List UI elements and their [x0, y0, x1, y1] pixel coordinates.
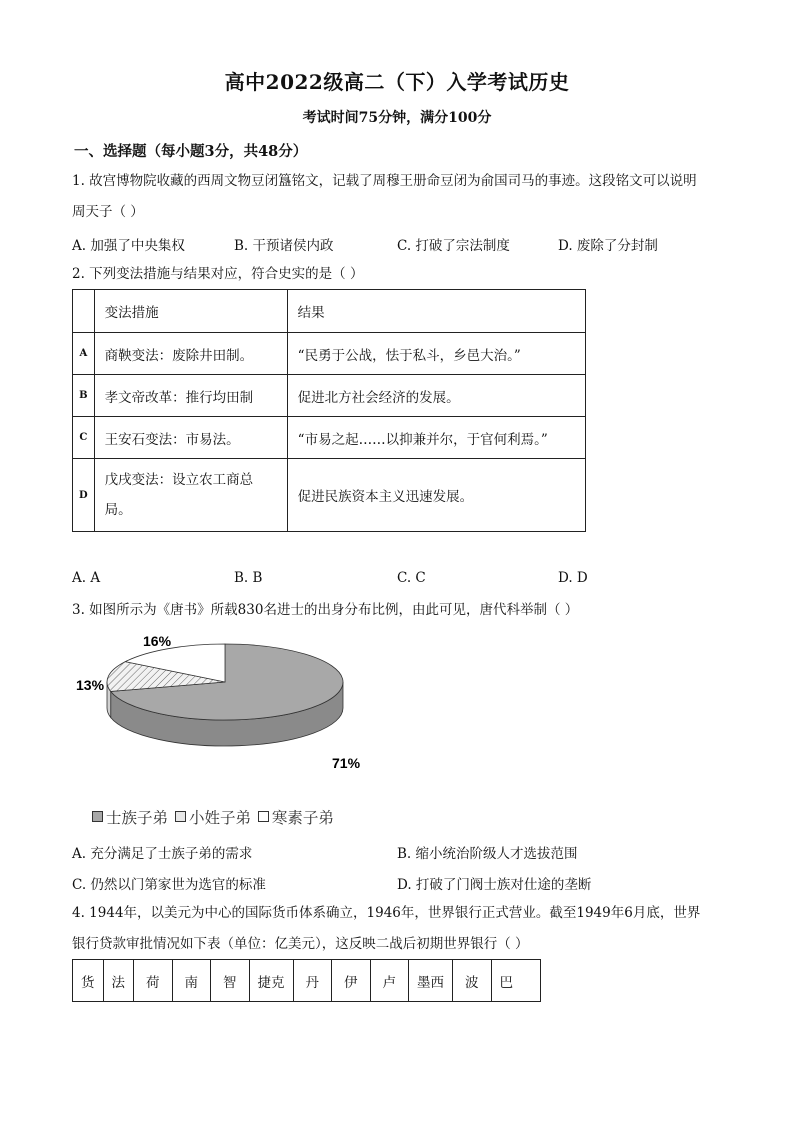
- table-row: [73, 417, 586, 459]
- q3-stem: 3. 如图所示为《唐书》所载830名进士的出身分布比例，由此可见，唐代科举制（ ）: [72, 602, 579, 618]
- table-cell: 捷克: [249, 960, 293, 1002]
- legend-label-hansu: 寒素子弟: [271, 809, 334, 827]
- pie-label-xiaoxing: 13%: [76, 677, 105, 693]
- q4-stem-line2: 银行贷款审批情况如下表（单位：亿美元），这反映二战后初期世界银行（ ）: [72, 936, 529, 952]
- legend-swatch-hansu: [258, 811, 269, 822]
- q2-option-c: C. C: [397, 570, 426, 586]
- paper-subtitle: 考试时间75分钟，满分100分: [302, 110, 492, 126]
- legend-swatch-xiaoxing: [175, 811, 186, 822]
- row-measure-line2: 局。: [104, 502, 132, 518]
- row-measure: [94, 459, 287, 532]
- row-measure-line1: 戊戌变法：设立农工商总: [104, 472, 254, 488]
- table-cell: 伊: [332, 960, 371, 1002]
- row-key: B: [73, 375, 95, 417]
- table-cell: 卢: [370, 960, 409, 1002]
- row-key: A: [73, 333, 95, 375]
- table-cell: 波: [453, 960, 492, 1002]
- legend-label-xiaoxing: 小姓子弟: [188, 809, 251, 827]
- table-cell: 墨西: [409, 960, 453, 1002]
- q3-option-c: C. 仍然以门第家世为选官的标准: [72, 877, 266, 893]
- q1-option-b: B. 干预诸侯内政: [234, 238, 334, 254]
- table-row: [73, 960, 541, 1002]
- pie-label-shizu: 71%: [332, 755, 361, 771]
- table-cell: 巴: [491, 960, 540, 1002]
- row-measure: 王安石变法：市易法。: [94, 417, 287, 459]
- table-cell: 荷: [134, 960, 173, 1002]
- row-result: “民勇于公战，怯于私斗，乡邑大治。”: [287, 333, 585, 375]
- row-key: D: [73, 459, 95, 532]
- pie-chart: [60, 620, 400, 800]
- table-header-result: 结果: [287, 290, 585, 333]
- q1-stem-line2: 周天子（ ）: [72, 204, 144, 220]
- row-key: C: [73, 417, 95, 459]
- table-header-measure: 变法措施: [94, 290, 287, 333]
- q1-option-c: C. 打破了宗法制度: [397, 238, 510, 254]
- table-cell: 丹: [293, 960, 332, 1002]
- table-cell: 南: [172, 960, 211, 1002]
- row-result: 促进民族资本主义迅速发展。: [287, 459, 585, 532]
- pie-label-hansu: 16%: [143, 633, 172, 649]
- q2-option-d: D. D: [558, 570, 588, 586]
- table-cell: 法: [103, 960, 134, 1002]
- table-header-key: [73, 290, 95, 333]
- table-header-row: [73, 290, 586, 333]
- row-measure: 商鞅变法：废除井田制。: [94, 333, 287, 375]
- q2-table: [72, 289, 586, 532]
- table-cell: 智: [211, 960, 250, 1002]
- q1-option-d: D. 废除了分封制: [558, 238, 658, 254]
- chart-legend: [92, 806, 334, 828]
- row-measure: 孝文帝改革：推行均田制: [94, 375, 287, 417]
- table-row: [73, 375, 586, 417]
- q4-stem-line1: 4. 1944年，以美元为中心的国际货币体系确立，1946年，世界银行正式营业。截至1949年6月底，世界: [72, 905, 701, 921]
- legend-swatch-shizu: [92, 811, 103, 822]
- q4-table: [72, 959, 541, 1002]
- q2-option-a: A. A: [72, 570, 101, 586]
- pie-top: [107, 644, 343, 720]
- q3-option-b: B. 缩小统治阶级人才选拔范围: [397, 846, 578, 862]
- q2-option-b: B. B: [234, 570, 263, 586]
- table-row: [73, 459, 586, 532]
- table-row: [73, 333, 586, 375]
- row-result: 促进北方社会经济的发展。: [287, 375, 585, 417]
- legend-label-shizu: 士族子弟: [106, 809, 169, 827]
- row-result: “市易之起……以抑兼并尔，于官何利焉。”: [287, 417, 585, 459]
- table-cell: 货: [73, 960, 104, 1002]
- q1-option-a: A. 加强了中央集权: [72, 238, 185, 254]
- q1-stem-line1: 1. 故宫博物院收藏的西周文物豆闭簋铭文，记载了周穆王册命豆闭为俞国司马的事迹。这段铭文可以说明: [72, 173, 697, 189]
- q3-option-d: D. 打破了门阀士族对仕途的垄断: [397, 877, 592, 893]
- section-heading: 一、选择题（每小题3分，共48分）: [74, 143, 308, 160]
- paper-title: 高中2022级高二（下）入学考试历史: [224, 70, 570, 94]
- q2-stem: 2. 下列变法措施与结果对应，符合史实的是（ ）: [72, 266, 364, 282]
- q3-option-a: A. 充分满足了士族子弟的需求: [72, 846, 253, 862]
